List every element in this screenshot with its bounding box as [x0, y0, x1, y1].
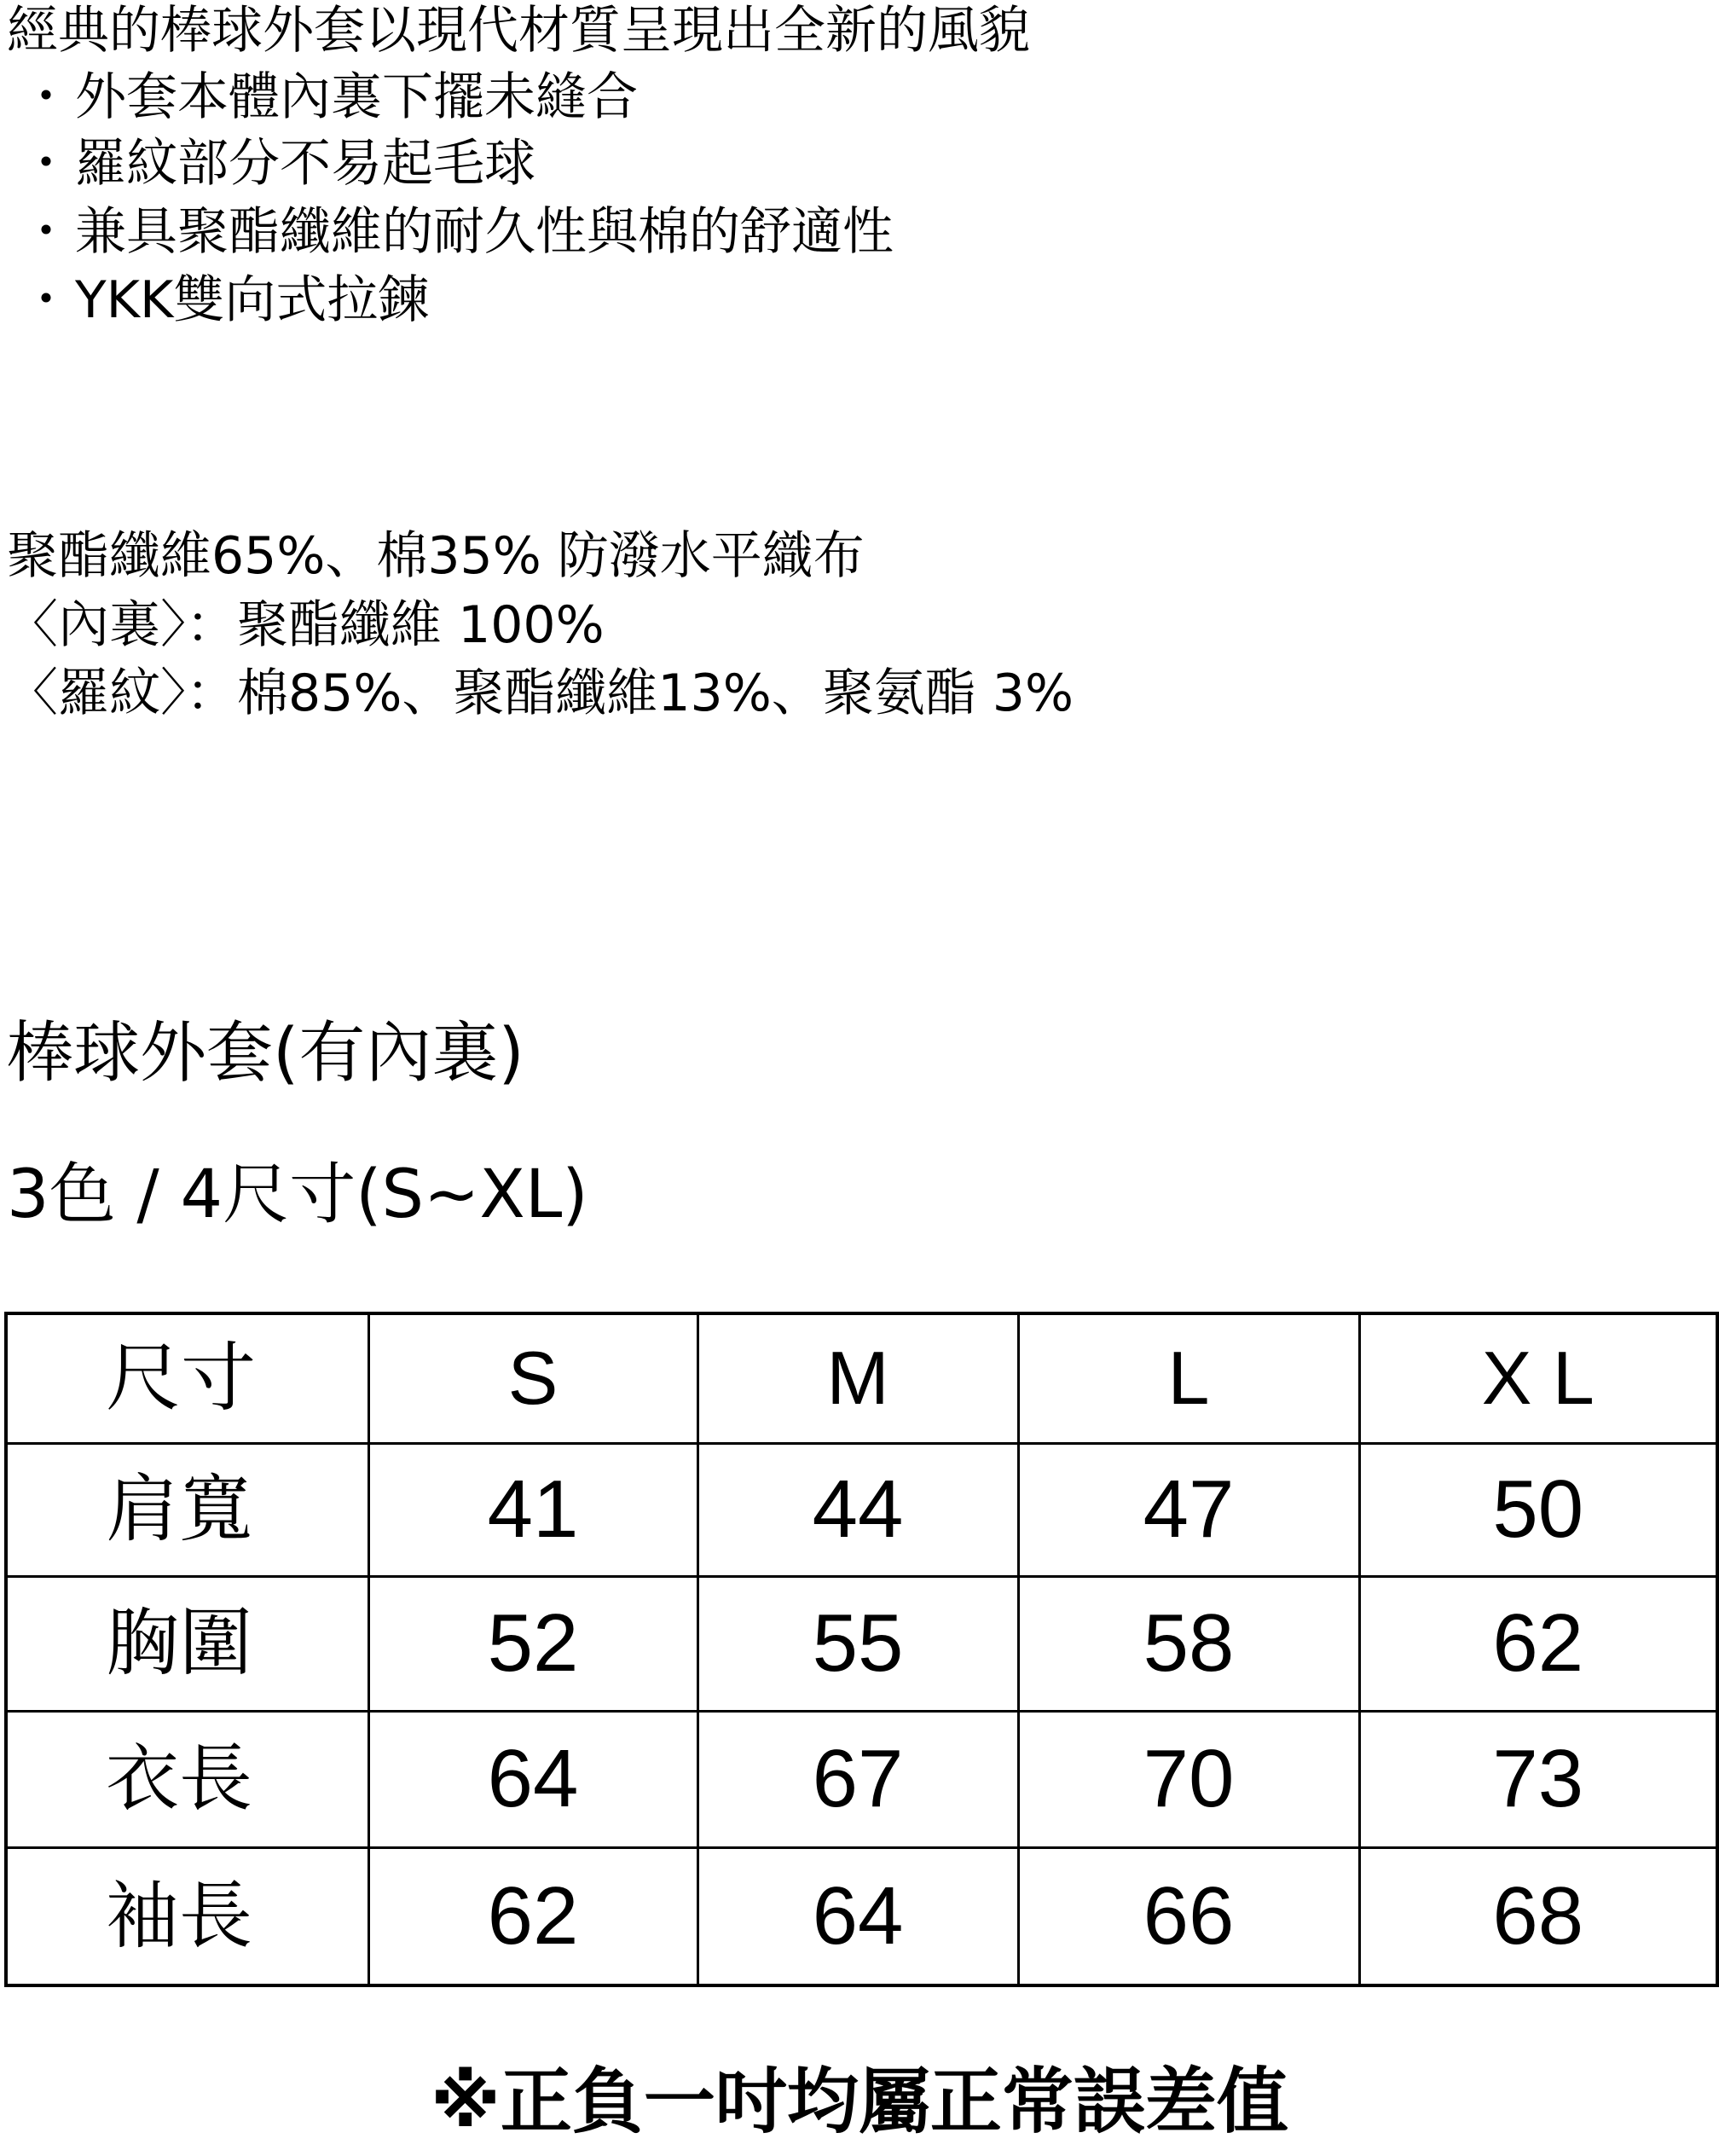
header-size-s: S	[368, 1313, 697, 1443]
table-cell: 55	[697, 1576, 1018, 1711]
table-row	[6, 1847, 1717, 1985]
feature-text: 兼具聚酯纖維的耐久性與棉的舒適性	[75, 202, 894, 262]
feature-text: 外套本體內裏下擺未縫合	[75, 67, 638, 127]
table-cell: 64	[368, 1711, 697, 1847]
table-row	[6, 1711, 1717, 1847]
header-size-m: M	[697, 1313, 1018, 1443]
bullet-icon: ・	[20, 134, 72, 194]
bullet-icon: ・	[20, 270, 72, 330]
table-cell: 58	[1018, 1576, 1359, 1711]
header-size-l: L	[1018, 1313, 1359, 1443]
row-label: 袖長	[6, 1847, 368, 1985]
size-table	[4, 1312, 1719, 1987]
bullet-icon: ・	[20, 67, 72, 127]
feature-item	[19, 270, 430, 330]
bullet-icon: ・	[20, 202, 72, 262]
table-cell: 62	[368, 1847, 697, 1985]
table-cell: 66	[1018, 1847, 1359, 1985]
table-header-row	[6, 1313, 1717, 1443]
table-cell: 47	[1018, 1443, 1359, 1576]
row-label: 肩寬	[6, 1443, 368, 1576]
product-variants: 3色 / 4尺寸(S~XL)	[7, 1156, 588, 1233]
table-cell: 70	[1018, 1711, 1359, 1847]
table-cell: 64	[697, 1847, 1018, 1985]
feature-item	[19, 134, 535, 194]
tolerance-note: ※正負一吋均屬正常誤差值	[431, 2060, 1288, 2143]
table-row	[6, 1576, 1717, 1711]
header-size-label: 尺寸	[6, 1313, 368, 1443]
material-rib: 〈羅紋〉：棉85%、聚酯纖維13%、聚氨酯 3%	[7, 664, 1074, 723]
table-cell: 67	[697, 1711, 1018, 1847]
material-lining: 〈內裏〉：聚酯纖維 100%	[7, 595, 605, 655]
feature-text: 羅紋部分不易起毛球	[75, 134, 535, 194]
row-label: 衣長	[6, 1711, 368, 1847]
table-cell: 41	[368, 1443, 697, 1576]
table-cell: 73	[1359, 1711, 1717, 1847]
table-cell: 44	[697, 1443, 1018, 1576]
table-cell: 50	[1359, 1443, 1717, 1576]
table-cell: 62	[1359, 1576, 1717, 1711]
table-row	[6, 1443, 1717, 1576]
headline: 經典的棒球外套以現代材質呈現出全新的風貌	[7, 1, 1030, 61]
feature-text: YKK雙向式拉鍊	[75, 270, 430, 330]
product-title: 棒球外套(有內裏)	[7, 1015, 524, 1092]
header-size-xl: X L	[1359, 1313, 1717, 1443]
material-main: 聚酯纖維65%、棉35% 防潑水平織布	[7, 526, 865, 586]
table-cell: 68	[1359, 1847, 1717, 1985]
row-label: 胸圍	[6, 1576, 368, 1711]
feature-item	[19, 67, 638, 127]
feature-item	[19, 202, 894, 262]
table-cell: 52	[368, 1576, 697, 1711]
